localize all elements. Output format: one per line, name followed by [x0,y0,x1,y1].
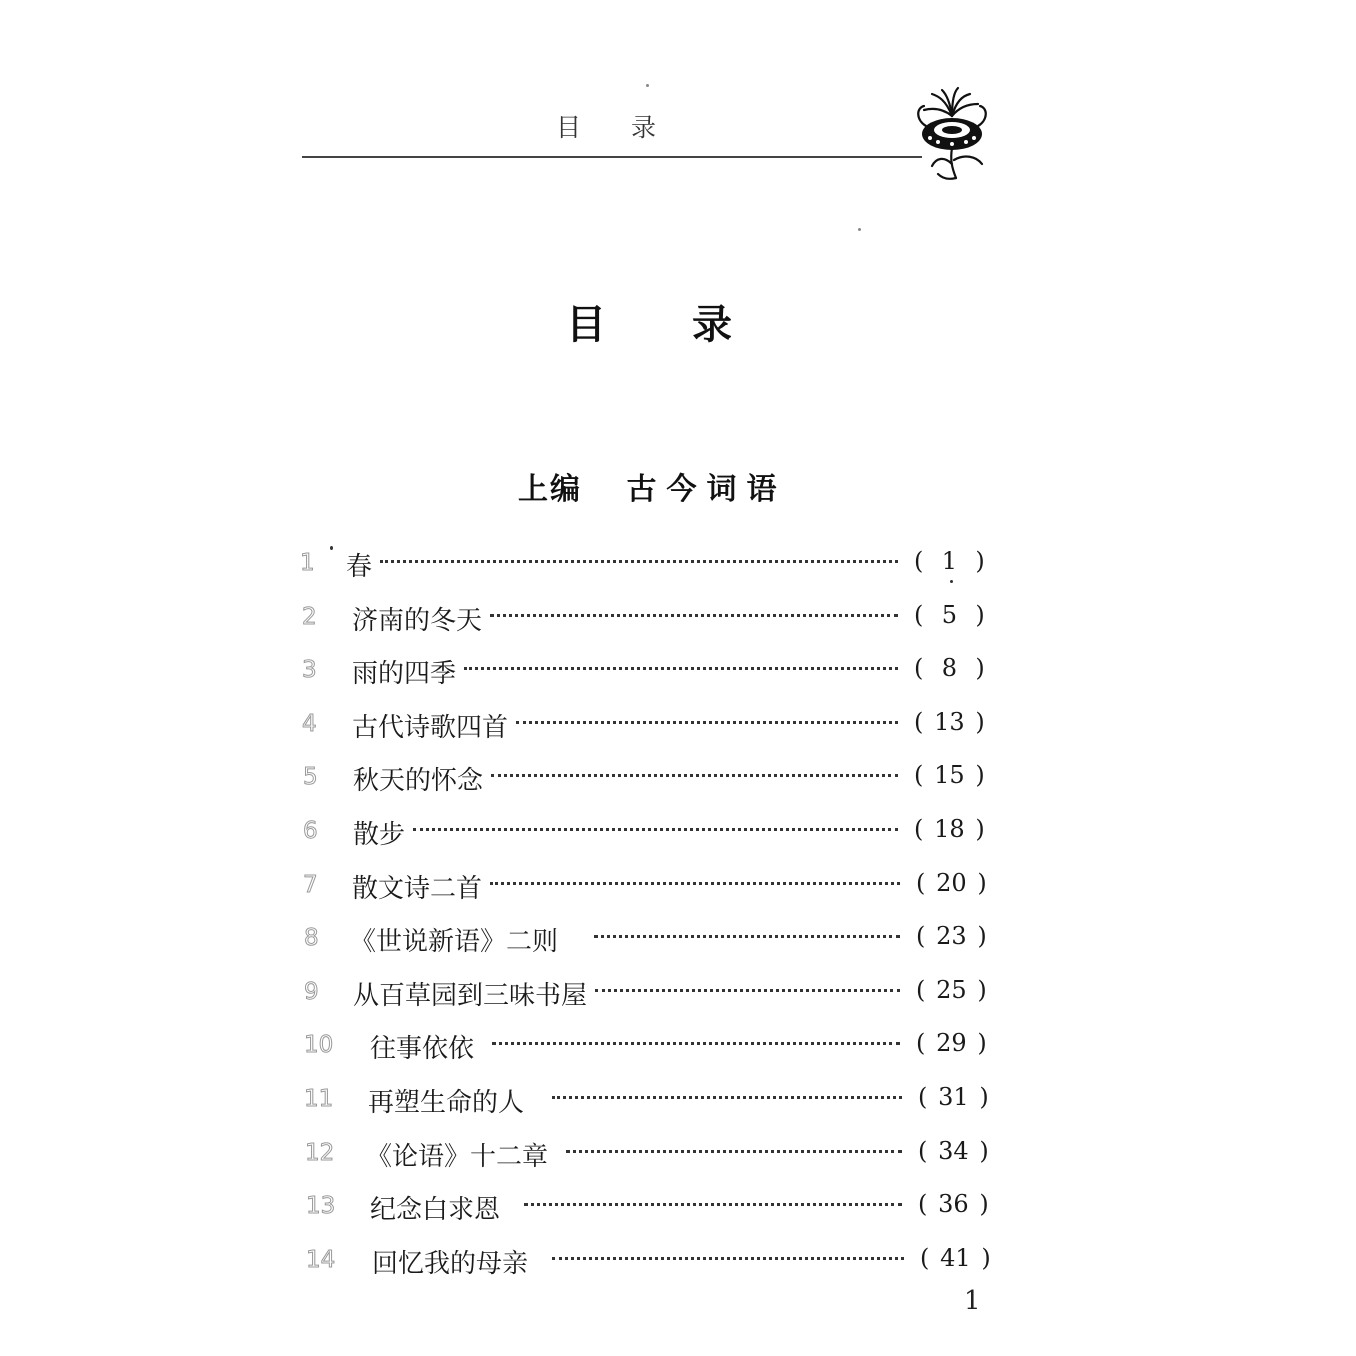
paren-close: ) [975,708,985,736]
entry-title[interactable]: 《世说新语》二则 [350,927,559,957]
entry-title[interactable]: 回忆我的母亲 [372,1249,529,1279]
paren-close: ) [977,976,987,1004]
dot-leader [566,1150,902,1153]
paren-open: ( [914,761,924,789]
entry-page[interactable] [914,547,985,575]
entry-page-number: 36 [938,1190,969,1218]
entry-title[interactable]: 从百草园到三味书屋 [353,981,588,1011]
entry-page-number: 23 [936,922,967,950]
entry-page-number: 1 [941,547,958,575]
entry-number: 12 [305,1140,335,1166]
paren-close: ) [975,815,985,843]
dot-leader [380,560,898,563]
paren-open: ( [914,708,924,736]
entry-page-number: 29 [936,1029,967,1057]
entry-title[interactable]: 春 [346,552,373,582]
paren-close: ) [979,1137,989,1165]
paren-open: ( [918,1137,928,1165]
dot-leader [552,1096,902,1099]
entry-page-number: 25 [936,976,967,1004]
dot-leader [490,614,898,617]
entry-number: 5 [303,764,318,790]
dot-leader [595,989,900,992]
entry-title[interactable]: 济南的冬天 [352,606,483,636]
dot-leader [491,774,898,777]
paper-speck [950,580,953,583]
entry-page[interactable] [916,922,987,950]
dot-leader [413,828,898,831]
entry-page-number: 34 [938,1137,969,1165]
entry-page-number: 31 [938,1083,969,1111]
paren-open: ( [914,815,924,843]
entry-page-number: 41 [940,1244,971,1272]
entry-number: 10 [304,1032,334,1058]
entry-number: 4 [302,711,317,737]
entry-number: 13 [306,1193,336,1219]
entry-number: 1 [300,550,315,576]
entry-page[interactable] [916,976,987,1004]
dot-leader [490,882,900,885]
entry-page[interactable] [918,1083,989,1111]
entry-page[interactable] [914,761,985,789]
paren-open: ( [918,1190,928,1218]
entry-title[interactable]: 秋天的怀念 [353,766,484,796]
paren-close: ) [975,601,985,629]
entry-title[interactable]: 古代诗歌四首 [352,713,509,743]
entry-title[interactable]: 往事依依 [370,1034,475,1064]
entry-page[interactable] [916,1029,987,1057]
entry-page-number: 8 [941,654,958,682]
paren-open: ( [916,922,926,950]
entry-page-number: 15 [934,761,965,789]
paren-open: ( [918,1083,928,1111]
section-label: 上编 [518,472,582,507]
entry-page-number: 13 [934,708,965,736]
dot-leader [516,721,898,724]
paren-open: ( [916,1029,926,1057]
paren-close: ) [977,922,987,950]
entry-page-number: 5 [941,601,958,629]
entry-page[interactable] [914,654,985,682]
entry-number: 9 [304,979,319,1005]
paren-close: ) [975,761,985,789]
running-head: 目录 [556,113,707,142]
paren-close: ) [979,1190,989,1218]
entry-page-number: 20 [936,869,967,897]
paper-speck [646,84,649,87]
entry-number: 7 [303,872,318,898]
entry-number: 14 [306,1247,336,1273]
paren-open: ( [914,547,924,575]
dot-leader [524,1203,902,1206]
page-number: 1 [964,1286,981,1316]
entry-number: 2 [302,604,317,630]
paren-close: ) [981,1244,991,1272]
entry-title[interactable]: 《论语》十二章 [366,1142,549,1172]
entry-page[interactable] [914,708,985,736]
paren-close: ) [979,1083,989,1111]
paren-open: ( [916,976,926,1004]
section-name: 古今词语 [626,472,787,507]
entry-title[interactable]: 纪念白求恩 [370,1195,501,1225]
entry-page[interactable] [914,815,985,843]
entry-page[interactable] [914,601,985,629]
paren-close: ) [975,654,985,682]
paren-open: ( [914,654,924,682]
paren-open: ( [920,1244,930,1272]
paren-close: ) [975,547,985,575]
entry-page[interactable] [920,1244,991,1272]
entry-title[interactable]: 散文诗二首 [352,874,483,904]
entry-page[interactable] [916,869,987,897]
paren-open: ( [914,601,924,629]
paren-close: ) [977,869,987,897]
entry-title[interactable]: 再塑生命的人 [368,1088,525,1118]
entry-number: 3 [302,657,317,683]
entry-number: 6 [303,818,318,844]
dot-leader [552,1257,904,1260]
entry-page[interactable] [918,1137,989,1165]
paren-open: ( [916,869,926,897]
entry-title[interactable]: 雨的四季 [352,659,457,689]
entry-number: 8 [304,925,319,951]
dot-leader [594,935,900,938]
paper-speck [858,228,861,231]
entry-number: 11 [304,1086,334,1112]
entry-title[interactable]: 散步 [353,820,406,850]
paren-close: ) [977,1029,987,1057]
page-title: 目录 [566,302,818,348]
dot-leader [464,667,898,670]
dot-leader [492,1042,900,1045]
entry-page[interactable] [918,1190,989,1218]
entry-page-number: 18 [934,815,965,843]
paper-speck [330,546,333,550]
